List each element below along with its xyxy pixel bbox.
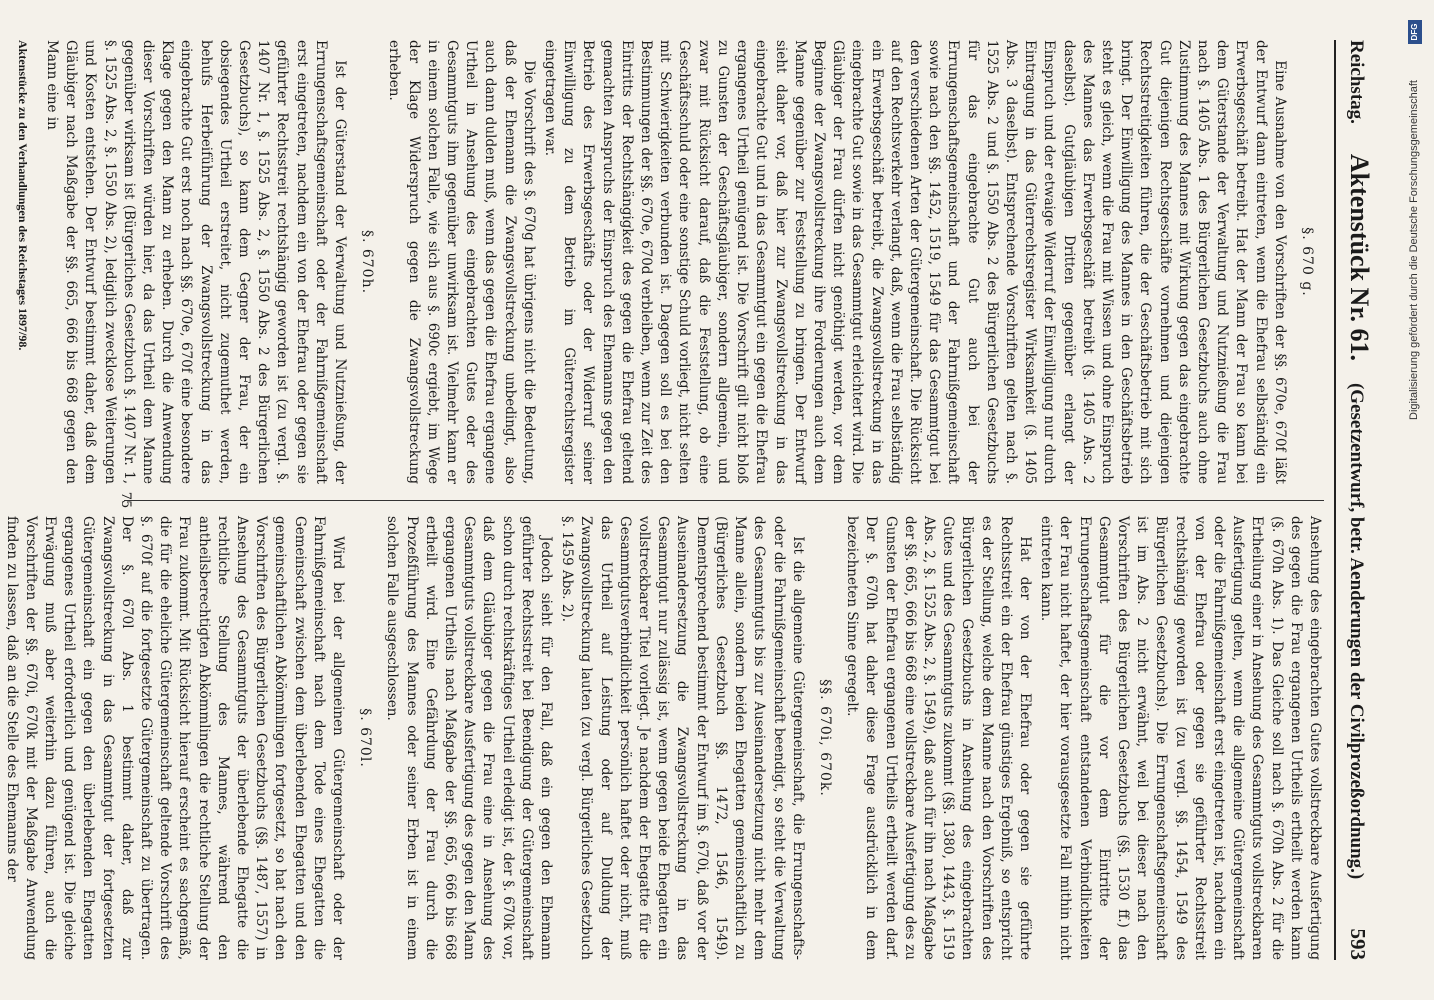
paragraph: Hat der von der Ehefrau oder gegen sie geführte Rechtsstreit ein der Ehefrau günstiges Ergebniß, so entspricht es der Stellung, welche dem Manne nach den Vorschriften des Bürgerlichen Gesetzbuchs in Ansehung des eingebrachten Gutes und des Gesammtguts zukommt (§§. 1380, 1443, §. 1519 Abs. 2, §. 1525 Abs. 2, §. 1549), daß auch für ihn nach Maßgabe der §§. 665, 666 bis 668 eine vollstreckbare Ausfertigung des zu Gunsten der Ehefrau ergangenen Urtheils ertheilt werden darf. Der §. 670h hat daher diese Frage ausdrücklich in dem bezeichneten Sinne geregelt.	[844, 516, 1033, 960]
digitization-sidebar	[1394, 0, 1434, 1000]
paragraph: Wird bei der allgemeinen Gütergemeinschaft oder der Fahrnißgemeinschaft nach dem Tode eines Ehegatten die Gemeinschaft zwischen dem überlebenden Ehegatten und den gemeinschaftlichen Abkömmlingen fortgesetzt, so hat nach den Vorschriften des Bürgerlichen Gesetzbuchs (§§. 1487, 1557) in Ansehung des Gesammtguts der überlebende Ehegatte die rechtliche Stellung des Mannes, während den antheilsberechtigten Abkömmlingen die rechtliche Stellung der Frau zukommt. Mit Rücksicht hierauf erscheint es sachgemäß, die für die eheliche Gütergemeinschaft geltende Vorschrift des §. 670f auf die fortgesetzte Gütergemeinschaft zu übertragen. Der §. 670l Abs. 1 bestimmt daher, daß zur Zwangsvollstreckung in das Gesammtgut der fortgesetzten Gütergemeinschaft ein gegen den überlebenden Ehegatten ergangenes Urtheil erforderlich und genügend ist. Die gleiche Erwägung muß aber weiterhin dazu führen, auch die Vorschriften der §§. 670i, 670k mit der Maßgabe Anwendung finden zu lassen, daß an die Stelle des Ehemanns der	[3, 516, 347, 960]
paragraph: Eine Ausnahme von den Vorschriften der §§. 670e, 670f läßt der Entwurf dann eintreten, wenn die Ehefrau selbständig ein Erwerbsgeschäft betreibt. Hat der Mann der Frau so kann bei dem Güterstande der Verwaltung und Nutznießung die Frau nach §. 1405 Abs. 1 des Bürgerlichen Gesetzbuchs auch ohne Zustimmung des Mannes mit Wirkung gegen das eingebrachte Gut diejenigen Rechtsgeschäfte vornehmen und diejenigen Rechtsstreitigkeiten führen, die der Geschäftsbetrieb mit sich bringt. Der Einwilligung des Mannes in den Geschäftsbetrieb steht es gleich, wenn die Frau mit Wissen und ohne Einspruch des Mannes das Erwerbsgeschäft betreibt (§. 1405 Abs. 2 daselbst). Gutgläubigen Dritten gegenüber erlangt der Einspruch und der etwaige Widerruf der Einwilligung nur durch Eintragung in das Güterrechtsregister Wirksamkeit (§. 1405 Abs. 3 daselbst). Entsprechende Vorschriften gelten nach §. 1525 Abs. 2 und §. 1550 Abs. 2 des Bürgerlichen Gesetzbuchs für das eingebrachte Gut auch bei der Errungenschaftsgemeinschaft und der Fahrnißgemeinschaft sowie nach den §§. 1452, 1519, 1549 für das Gesammtgut bei den verschiedenen Arten der Gütergemeinschaft. Die Rücksicht auf den Rechtsverkehr verlangt, daß, wenn die Frau selbständig ein Erwerbsgeschäft betreibt, die Zwangsvollstreckung in das eingebrachte Gut sowie in das Gesammtgut erleichtert wird. Die Gläubiger der Frau dürfen nicht genöthigt werden, vor dem Beginne der Zwangsvollstreckung ihre Forderungen auch dem Manne gegenüber zur Feststellung zu bringen. Der Entwurf sieht daher vor, daß hier zur Zwangsvollstreckung in das eingebrachte Gut und in das Gesammtgut ein gegen die Ehefrau ergangenes Urtheil genügend ist. Die Vorschrift gilt nicht bloß zu Gunsten der Geschäftsgläubiger, sondern allgemein, und zwar mit Rücksicht darauf, daß die Feststellung, ob eine Geschäftsschuld oder eine sonstige Schuld vorliegt, nicht selten mit Schwierigkeiten verbunden ist. Dagegen soll es bei den Bestimmungen der §§. 670e, 670d verbleiben, wenn zur Zeit des Eintritts der Rechtshängigkeit des gegen die Ehefrau geltend gemachten Anspruchs der Einspruch des Ehemanns gegen den Betrieb des Erwerbsgeschäfts oder der Widerruf seiner Einwilligung zu dem Betrieb im Güterrechtsregister eingetragen war.	[542, 40, 1288, 484]
paragraph: Ansehung des eingebrachten Gutes vollstreckbare Ausfertigung des gegen die Frau ergangenen Urtheils ertheilt werden kann (§. 670h Abs. 1). Das Gleiche soll nach §. 670h Abs. 2 für die Ertheilung einer in Ansehung des Gesammtguts vollstreckbaren Ausfertigung gelten, wenn die allgemeine Gütergemeinschaft oder die Fahrnißgemeinschaft erst eingetreten ist, nachdem ein von der Ehefrau oder gegen sie geführter Rechtsstreit rechtshängig geworden ist (zu vergl. §§. 1454, 1549 des Bürgerlichen Gesetzbuchs). Die Errungenschaftsgemeinschaft ist im Abs. 2 nicht erwähnt, weil bei dieser nach den Vorschriften des Bürgerlichen Gesetzbuchs (§§. 1530 ff.) das Gesammtgut für die vor dem Eintritte der Errungenschaftsgemeinschaft entstandenen Verbindlichkeiten der Frau nicht haftet, der hier vorausgesetzte Fall mithin nicht eintreten kann.	[1038, 516, 1323, 960]
header-document-number: Aktenstück Nr. 61.	[1345, 153, 1374, 361]
section-heading: §. 670 g.	[1299, 227, 1315, 297]
right-column	[3, 516, 1324, 960]
column-divider	[124, 500, 1324, 501]
header-page-number: 593	[1346, 928, 1370, 960]
section-heading: §§. 670i, 670k.	[816, 679, 833, 797]
page-header	[1334, 40, 1374, 960]
paragraph: Jedoch sieht für den Fall, daß ein gegen den Ehemann geführter Rechtsstreit bei Beendigung der Gütergemeinschaft schon durch rechtskräftiges Urtheil erledigt ist, der §. 670k vor, daß dem Gläubiger gegen die Frau eine in Ansehung des Gesammtguts vollstreckbare Ausfertigung des gegen den Mann ergangenen Urtheils nach Maßgabe der §§. 665, 666 bis 668 ertheilt wird. Eine Gefährdung der Frau durch die Prozeßführung des Mannes oder seiner Erben ist in einem solchen Falle ausgeschlossen.	[384, 516, 555, 960]
digitization-credit: Digitalisierung gefördert durch die Deutsche Forschungsgemeinschaft	[1408, 80, 1420, 420]
paragraph: Die Vorschrift des §. 670g hat übrigens nicht die Bedeutung, daß der Ehemann die Zwangsvollstreckung unbedingt, also auch dann dulden muß, wenn das gegen die Ehefrau ergangene Urtheil in Ansehung des eingebrachten Gutes oder des Gesammtguts ihm gegenüber unwirksam ist. Vielmehr kann er in einem solchen Falle, wie sich aus §. 690c ergiebt, im Wege der Klage Widerspruch gegen die Zwangsvollstreckung erheben.	[386, 40, 537, 484]
section-heading: §. 670h.	[359, 229, 376, 295]
footnote: Aktenstücke zu den Verhandlungen des Reichstages 1897/98.	[15, 40, 30, 351]
page-footer-number: 75	[118, 491, 133, 509]
left-column	[15, 40, 1324, 484]
dfg-logo: DFG	[1408, 20, 1422, 44]
two-column-body	[3, 40, 1324, 960]
section-heading: §. 670l.	[357, 708, 374, 768]
header-reichstag: Reichstag.	[1346, 40, 1367, 124]
header-title: (Gesetzentwurf, betr. Aenderungen der Civilprozeßordnung.)	[1346, 382, 1367, 880]
paragraph: Ist der Güterstand der Verwaltung und Nutznießung, der Errungenschaftsgemeinschaft oder der Fahrnißgemeinschaft erst eingetreten, nachdem ein von der Ehefrau oder gegen sie geführter Rechtsstreit rechtshängig geworden ist (zu vergl. §. 1407 Nr. 1, §. 1525 Abs. 2, §. 1550 Abs. 2 des Bürgerlichen Gesetzbuchs), so kann dem Gegner der Frau, der ein obsiegendes Urtheil erstreitet, nicht zugemuthet werden, behufs Herbeiführung der Zwangsvollstreckung in das eingebrachte Gut erst noch nach §§. 670e, 670f eine besondere Klage gegen den Mann zu erheben. Durch die Anwendung dieser Vorschriften würden hier, da das Urtheil dem Manne gegenüber wirksam ist (Bürgerliches Gesetzbuch §. 1407 Nr. 1, §. 1525 Abs. 2, §. 1550 Abs. 2), lediglich zwecklose Weiterungen und Kosten entstehen. Der Entwurf bestimmt daher, daß dem Gläubiger nach Maßgabe der §§. 665, 666 bis 668 gegen den Mann eine in	[44, 40, 349, 484]
paragraph: Ist die allgemeine Gütergemeinschaft, die Errungenschafts- oder die Fahrnißgemeinschaft beendigt, so steht die Verwaltung des Gesammtguts bis zur Auseinandersetzung nicht mehr dem Manne allein, sondern beiden Ehegatten gemeinschaftlich zu (Bürgerliches Gesetzbuch §§. 1472, 1546, 1549). Dementsprechend bestimmt der Entwurf im §. 670i, daß vor der Auseinandersetzung die Zwangsvollstreckung in das Gesammtgut nur zulässig ist, wenn gegen beide Ehegatten ein vollstreckbarer Titel vorliegt. Je nachdem der Ehegatte für die Gesammtgutsverbindlichkeit persönlich haftet oder nicht, muß das Urtheil auf Leistung oder auf Duldung der Zwangsvollstreckung lauten (zu vergl. Bürgerliches Gesetzbuch §. 1459 Abs. 2).	[559, 516, 806, 960]
